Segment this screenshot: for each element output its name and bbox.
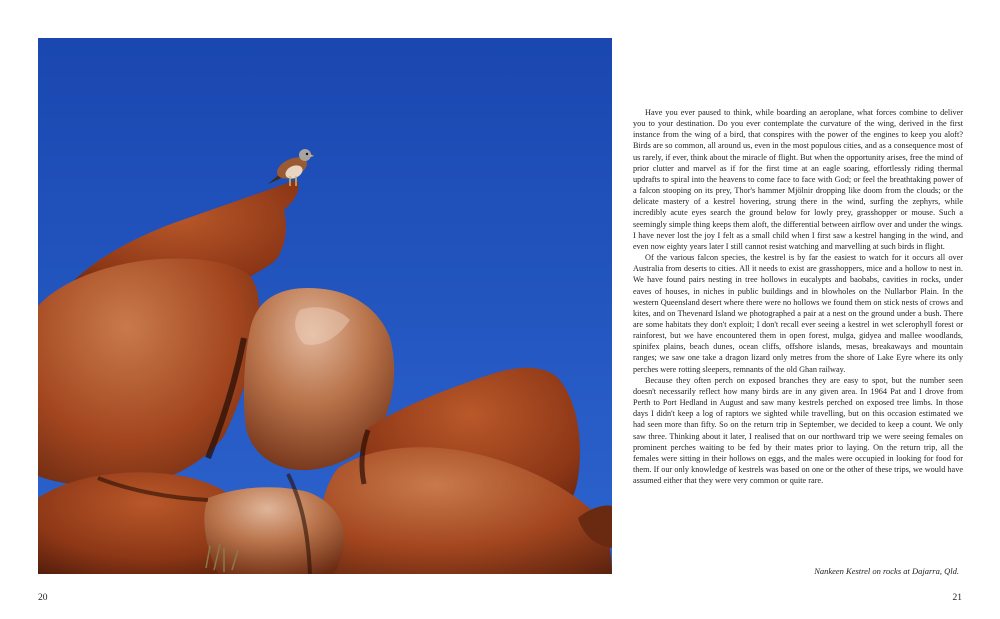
paragraph: Have you ever paused to think, while boarding an aeroplane, what forces combine to deliver you to your destination. Do you ever contemplate the curvature of the wing, derived in the first instance from the wing of a bird, that conspires with the power of the engines to keep you aloft? Birds are so common, all around us, even in the most populous cities, and as a consequence most of us rarely, if ever, think about the miracle of flight. But when the opportunity arises, free the mind of prior clutter and marvel as if for the first time at an eagle soaring, effortlessly riding thermal updrafts to spiral into the heavens to come face to face with God; or feel the breathtaking power of a falcon stooping on its prey, Thor's hammer Mjölnir dropping like doom from the clouds; or the delicate mastery of a kestrel hovering, strung there in the wind, surfing the zephyrs, while incredibly acute eyes search the ground below for lowly prey, grasshopper or mouse. Such a seemingly simple thing keeps them aloft, the differential between airflow over and under the wings. I have never lost the joy I felt as a small child when I first saw a kestrel hanging in the wind, and even now eighty years later I still cannot resist watching and marvelling at such birds in flight. [633, 108, 963, 251]
lower-center-rock [204, 487, 344, 574]
paragraph: Of the various falcon species, the kestrel is by far the easiest to watch for it occurs all over Australia from deserts to cities. All it needs to exist are grasshoppers, mice and a hollow to nest in. We have found pairs nesting in tree hollows in eucalypts and baobabs, cavities in rocks, under eaves of houses, in niches in public buildings and in blowholes on the Nullarbor Plain. In the western Queensland desert where there were no hollows we found them on stick nests of crows and kites, and on Thevenard Island we photographed a pair at a nest on the ground under a bush. There are some habitats they don't exploit; I don't recall ever seeing a kestrel in wet sclerophyll forest or rainforest, but we have encountered them in open forest, mulga, gidyea and mallee woodlands, spinifex plains, beach dunes, ocean cliffs, offshore islands, mesas, breakaways and mountain ranges; we saw one take a dragon lizard only metres from the shore of Lake Eyre where its only perches were rotting sleepers, remnants of the old Ghan railway. [633, 253, 963, 374]
kestrel-photo [38, 38, 612, 574]
paragraph: Because they often perch on exposed branches they are easy to spot, but the number seen doesn't necessarily reflect how many birds are in any given area. In 1964 Pat and I drove from Perth to Port Hedland in August and saw many kestrels perched on exposed tree limbs. In those days I didn't keep a log of raptors we sighted while travelling, but on this occasion estimated we had seen more than fifty. So on the return trip in September, we decided to keep a count. We only saw three. Thinking about it later, I realised that on our northward trip we were seeing females on prominent perches waiting to be fed by their mates prior to laying. On the return trip, all the females were sitting in their hollows on eggs, and the males were occupied in looking for food for them. If our only knowledge of kestrels was based on one or the other of these trips, we would have assumed either that they were very common or quite rare. [633, 375, 963, 486]
body-text [633, 107, 963, 486]
photo-caption: Nankeen Kestrel on rocks at Dajarra, Qld. [814, 566, 959, 576]
page-number-left: 20 [38, 593, 48, 603]
page-number-right: 21 [952, 593, 962, 603]
photo-illustration [38, 38, 612, 574]
